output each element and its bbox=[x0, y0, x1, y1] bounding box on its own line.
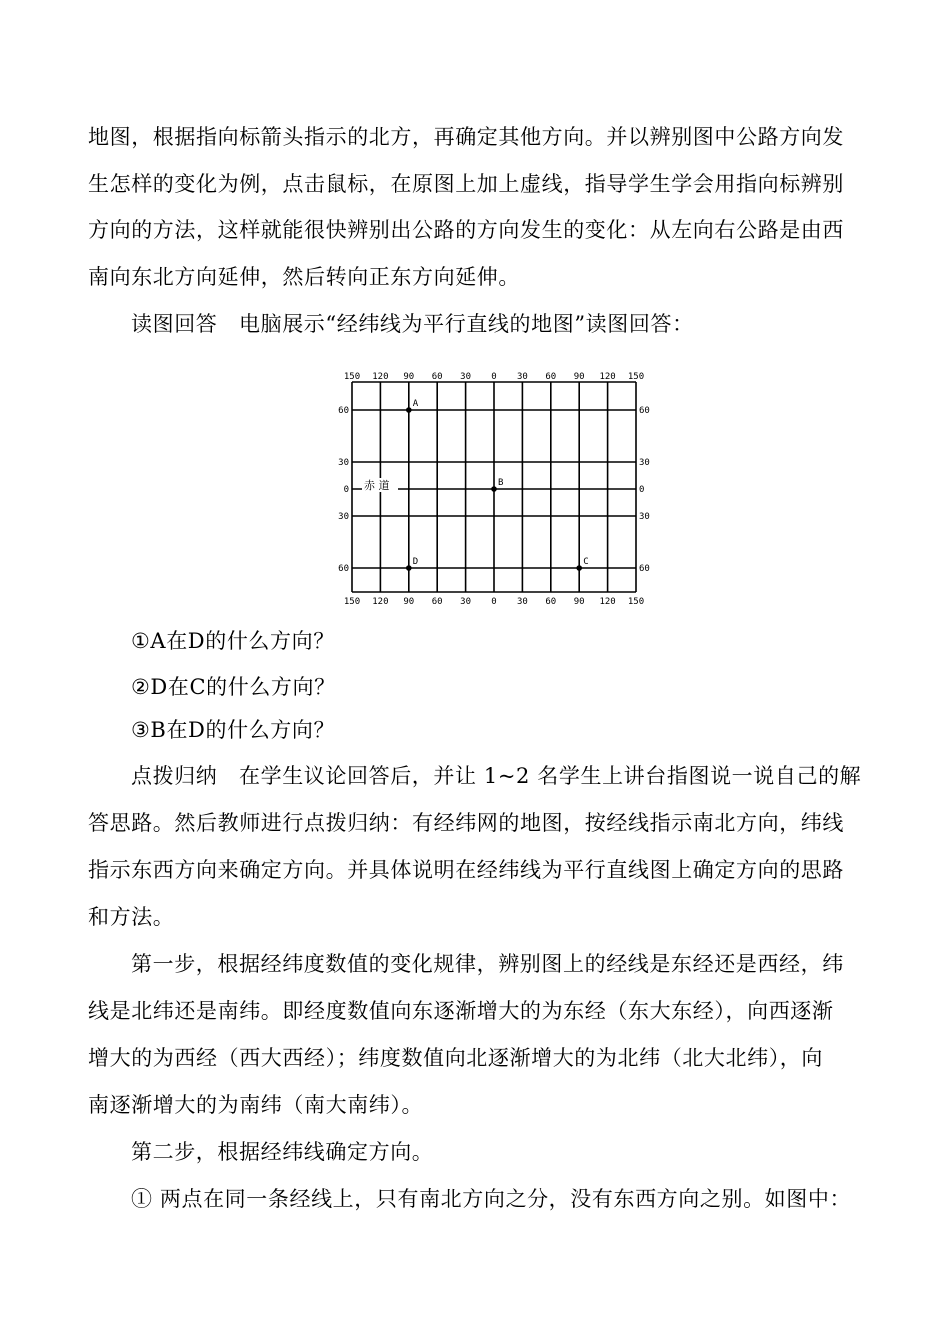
question-1: ①A在D的什么方向？ bbox=[131, 629, 335, 653]
point-c-label: C bbox=[583, 557, 589, 567]
top-longitude-label: 120 bbox=[599, 372, 616, 382]
right-latitude-label: 60 bbox=[639, 564, 650, 574]
lat-long-grid-figure bbox=[336, 370, 652, 610]
paragraph-line: 线是北纬还是南纬。即经度数值向东逐渐增大的为东经（东大东经），向西逐渐 bbox=[88, 999, 834, 1023]
top-longitude-label: 30 bbox=[516, 372, 528, 382]
left-latitude-label: 30 bbox=[338, 512, 349, 522]
step2-line: ① 两点在同一条经线上，只有南北方向之分，没有东西方向之别。如图中： bbox=[131, 1187, 852, 1211]
point-a-dot bbox=[406, 407, 412, 413]
paragraph-line: 南向东北方向延伸，然后转向正东方向延伸。 bbox=[88, 265, 520, 289]
right-latitude-label: 60 bbox=[639, 406, 650, 416]
right-latitude-label: 0 bbox=[639, 485, 645, 495]
right-latitude-label: 30 bbox=[639, 458, 650, 468]
step2-heading: 第二步，根据经纬线确定方向。 bbox=[131, 1140, 434, 1164]
bottom-longitude-label: 30 bbox=[460, 597, 472, 607]
paragraph-line: 地图，根据指向标箭头指示的北方，再确定其他方向。并以辨别图中公路方向发 bbox=[88, 125, 844, 149]
paragraph-line: 生怎样的变化为例，点击鼠标，在原图上加上虚线，指导学生学会用指向标辨别 bbox=[88, 172, 844, 196]
grid-points bbox=[406, 399, 589, 571]
bottom-longitude-label: 30 bbox=[516, 597, 528, 607]
bottom-longitude-label: 90 bbox=[573, 597, 585, 607]
question-2: ②D在C的什么方向？ bbox=[131, 675, 336, 699]
left-latitude-label: 0 bbox=[343, 485, 349, 495]
step1-line: 第一步，根据经纬度数值的变化规律，辨别图上的经线是东经还是西经，纬 bbox=[131, 952, 844, 976]
left-latitude-label: 60 bbox=[338, 406, 349, 416]
summary-heading-line: 点拨归纳 在学生议论回答后，并让 1~2 名学生上讲台指图说一说自己的解 bbox=[131, 764, 862, 788]
paragraph-line: 南逐渐增大的为南纬（南大南纬）。 bbox=[88, 1093, 424, 1117]
paragraph-line: 方向的方法，这样就能很快辨别出公路的方向发生的变化：从左向右公路是由西 bbox=[88, 218, 844, 242]
top-longitude-label: 0 bbox=[491, 372, 497, 382]
bottom-longitude-label: 60 bbox=[545, 597, 557, 607]
top-longitude-label: 30 bbox=[460, 372, 472, 382]
top-longitude-label: 90 bbox=[573, 372, 585, 382]
paragraph-line: 增大的为西经（西大西经）；纬度数值向北逐渐增大的为北纬（北大北纬），向 bbox=[88, 1046, 823, 1070]
paragraph-line: 指示东西方向来确定方向。并具体说明在经纬线为平行直线图上确定方向的思路 bbox=[88, 858, 844, 882]
left-latitude-label: 60 bbox=[338, 564, 349, 574]
top-longitude-label: 150 bbox=[343, 372, 361, 382]
bottom-longitude-label: 120 bbox=[372, 597, 389, 607]
point-b-label: B bbox=[498, 478, 504, 488]
top-longitude-label: 60 bbox=[431, 372, 443, 382]
right-latitude-label: 30 bbox=[639, 512, 650, 522]
left-latitude-label: 30 bbox=[338, 458, 349, 468]
point-b-dot bbox=[491, 486, 497, 492]
point-d-dot bbox=[406, 565, 412, 571]
bottom-longitude-label: 150 bbox=[343, 597, 361, 607]
point-c-dot bbox=[576, 565, 582, 571]
bottom-longitude-label: 120 bbox=[599, 597, 616, 607]
top-longitude-label: 120 bbox=[372, 372, 389, 382]
bottom-longitude-label: 150 bbox=[627, 597, 645, 607]
question-3: ③B在D的什么方向？ bbox=[131, 718, 336, 742]
top-longitude-label: 90 bbox=[403, 372, 415, 382]
read-map-heading: 读图回答 电脑展示“经纬线为平行直线的地图”读图回答： bbox=[131, 312, 694, 336]
bottom-longitude-label: 60 bbox=[431, 597, 443, 607]
bottom-longitude-label: 0 bbox=[491, 597, 497, 607]
point-d-label: D bbox=[412, 557, 419, 567]
top-longitude-label: 150 bbox=[627, 372, 645, 382]
top-longitude-label: 60 bbox=[545, 372, 557, 382]
bottom-longitude-label: 90 bbox=[403, 597, 415, 607]
paragraph-line: 答思路。然后教师进行点拨归纳：有经纬网的地图，按经线指示南北方向，纬线 bbox=[88, 811, 844, 835]
equator-label: 赤 道 bbox=[364, 479, 390, 492]
point-a-label: A bbox=[412, 399, 419, 409]
paragraph-line: 和方法。 bbox=[88, 905, 175, 929]
